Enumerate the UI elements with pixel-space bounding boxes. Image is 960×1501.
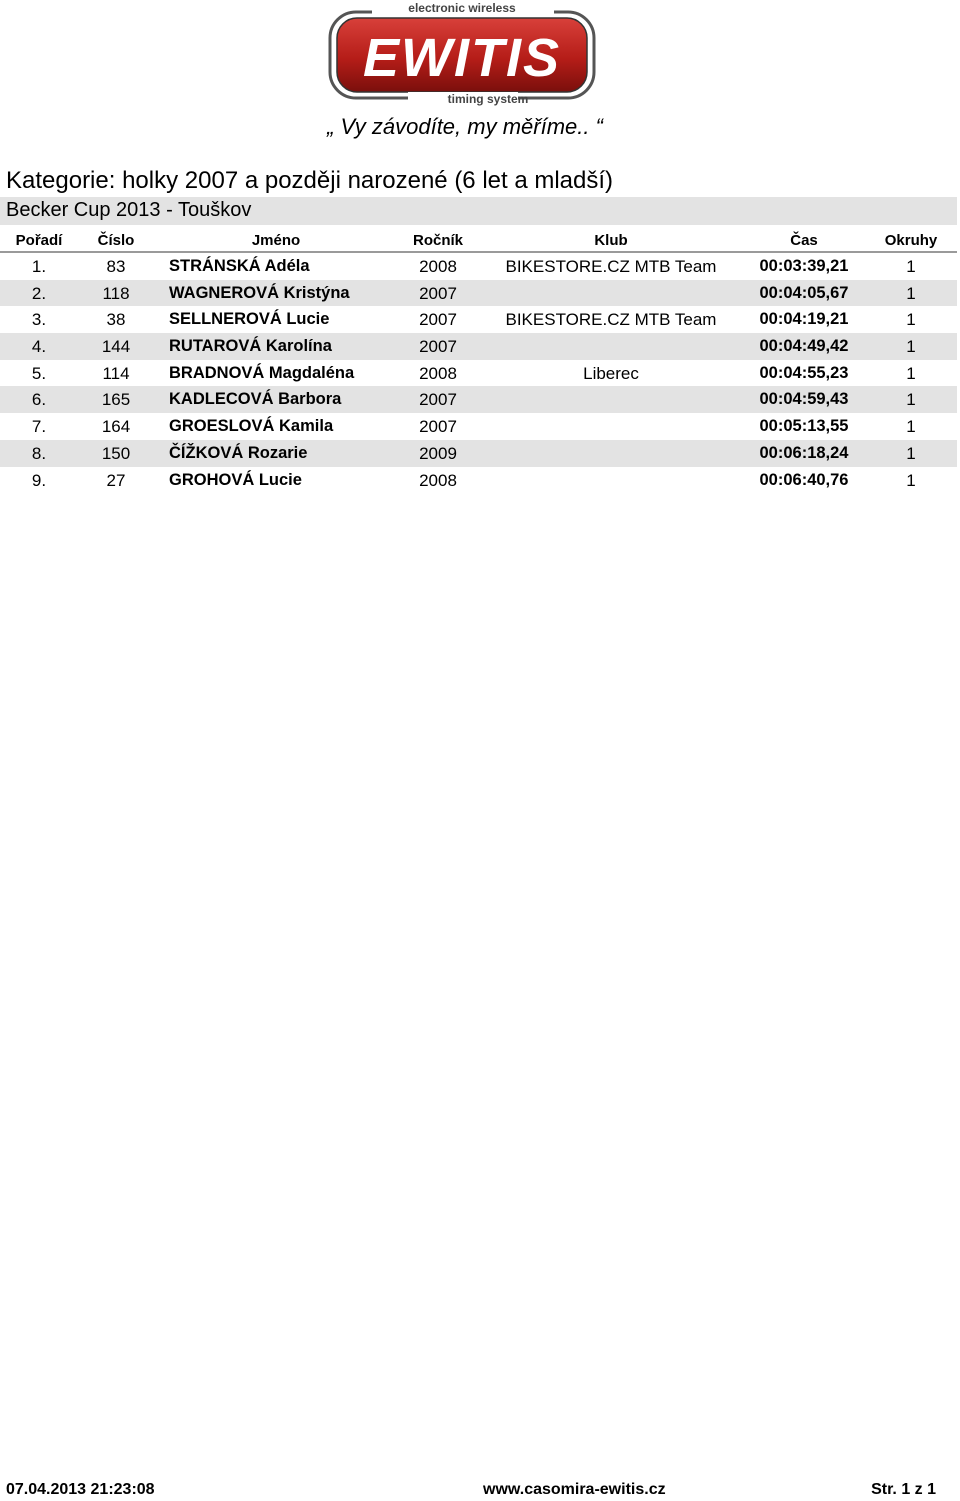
header-year: Ročník [412,232,463,249]
cell-club: BIKESTORE.CZ MTB Team [505,257,717,276]
event-title: Becker Cup 2013 - Touškov [6,199,252,221]
cell-year: 2008 [419,363,457,383]
cell-rank: 1. [31,257,47,276]
page-footer [0,1481,957,1501]
table-row [0,280,957,307]
cell-year: 2007 [419,283,457,303]
cell-laps: 1 [906,337,916,357]
cell-year: 2008 [419,257,457,276]
table-row [0,413,957,440]
cell-year: 2009 [419,443,457,463]
cell-year: 2007 [419,310,457,330]
cell-number: 144 [101,337,131,357]
header-club: Klub [594,232,628,249]
cell-number: 114 [102,363,130,383]
cell-year: 2008 [419,470,457,490]
cell-number: 118 [102,283,130,303]
footer-page-number: Str. 1 z 1 [871,1481,936,1498]
table-row [0,467,957,494]
cell-name: GROESLOVÁ Kamila [169,417,334,436]
cell-name: GROHOVÁ Lucie [169,470,302,489]
table-row [0,440,957,467]
cell-time: 00:03:39,21 [759,257,849,275]
cell-name: ČÍŽKOVÁ Rozarie [169,443,308,462]
cell-club: Liberec [583,363,639,383]
cell-number: 165 [101,390,131,410]
cell-rank: 8. [31,443,47,463]
cell-rank: 7. [31,417,47,437]
cell-time: 00:04:05,67 [759,283,849,302]
cell-number: 38 [106,310,126,330]
cell-name: BRADNOVÁ Magdaléna [169,363,355,382]
header-laps: Okruhy [884,232,938,249]
header-time: Čas [790,232,818,249]
cell-laps: 1 [906,390,916,410]
cell-rank: 3. [31,310,47,330]
cell-rank: 9. [31,470,47,490]
slogan: „ Vy závodíte, my měříme.. “ [327,114,603,139]
cell-club: BIKESTORE.CZ MTB Team [505,310,717,330]
cell-name: STRÁNSKÁ Adéla [169,257,310,275]
cell-year: 2007 [419,390,457,410]
cell-time: 00:04:49,42 [759,337,849,356]
cell-number: 27 [106,470,126,490]
cell-year: 2007 [419,337,457,357]
footer-date: 07.04.2013 21:23:08 [6,1481,155,1498]
table-row [0,386,957,413]
cell-time: 00:06:18,24 [759,443,849,462]
header-rank: Pořadí [15,232,63,249]
cell-name: RUTAROVÁ Karolína [169,337,332,356]
category-title: Kategorie: holky 2007 a později narozené (6 let a mladší) [6,167,614,194]
cell-time: 00:05:13,55 [759,417,849,436]
header-name: Jméno [251,232,301,249]
cell-name: KADLECOVÁ Barbora [169,390,342,409]
cell-name: WAGNEROVÁ Kristýna [169,283,350,302]
logo-top-text: electronic wireless [408,2,516,15]
footer-url: www.casomira-ewitis.cz [483,1481,666,1498]
cell-number: 83 [106,257,126,276]
cell-rank: 6. [31,390,47,410]
cell-laps: 1 [906,443,916,463]
event-bar [0,197,957,225]
results-table [0,226,957,493]
cell-time: 00:04:59,43 [759,390,849,409]
cell-rank: 5. [31,363,47,383]
table-row [0,333,957,360]
table-row [0,306,957,333]
cell-time: 00:06:40,76 [759,470,849,489]
cell-laps: 1 [906,470,916,490]
cell-laps: 1 [906,417,916,437]
logo-bottom-text: timing system [447,92,529,106]
cell-rank: 4. [31,337,47,357]
cell-year: 2007 [419,417,457,437]
cell-rank: 2. [31,283,47,303]
table-row [0,253,957,280]
cell-time: 00:04:19,21 [759,310,849,329]
ewitis-logo [328,2,596,108]
logo-brand: EWITIS [363,28,561,88]
cell-laps: 1 [906,363,916,383]
table-row [0,360,957,387]
cell-laps: 1 [906,310,916,330]
table-header [0,226,957,253]
cell-time: 00:04:55,23 [759,363,849,382]
cell-name: SELLNEROVÁ Lucie [169,310,330,329]
cell-laps: 1 [906,283,916,303]
cell-laps: 1 [906,257,916,276]
cell-number: 150 [101,443,131,463]
header-number: Číslo [97,232,135,249]
cell-number: 164 [101,417,131,437]
